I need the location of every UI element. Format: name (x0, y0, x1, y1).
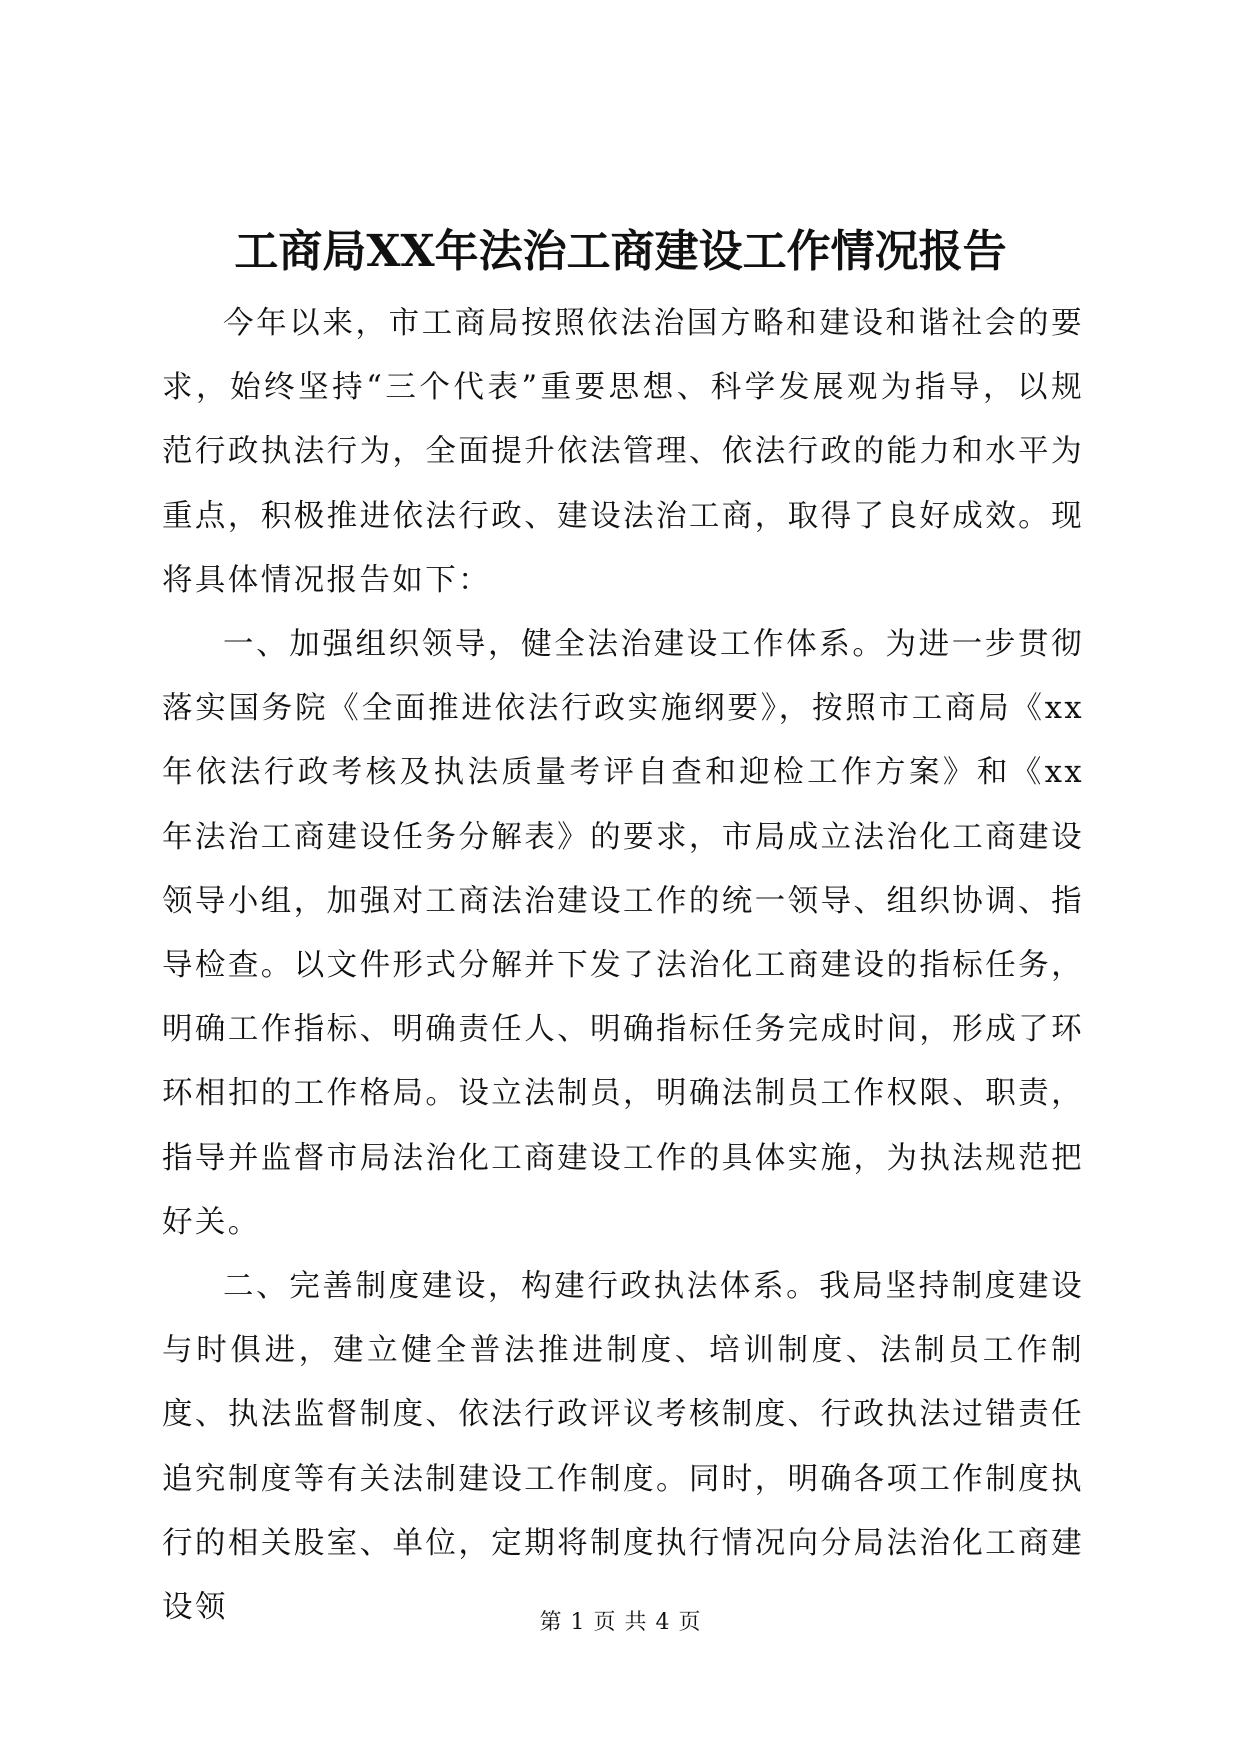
page-number-footer: 第 1 页 共 4 页 (539, 1610, 702, 1635)
document-title: 工商局XX年法治工商建设工作情况报告 (234, 226, 1007, 277)
paragraph-section-2: 二、完善制度建设，构建行政执法体系。我局坚持制度建设与时俱进，建立健全普法推进制度、培训制度、法制员工作制度、执法监督制度、依法行政评议考核制度、行政执法过错责任追究制度等有关法制建设工作制度。同时，明确各项工作制度执行的相关股室、单位，定期将制度执行情况向分局法治化工商建设领 (162, 1269, 1084, 1626)
paragraph-section-1: 一、加强组织领导，健全法治建设工作体系。为进一步贯彻落实国务院《全面推进依法行政实施纲要》，按照市工商局《xx年依法行政考核及执法质量考评自查和迎检工作方案》和《xx年法治工商建设任务分解表》的要求，市局成立法治化工商建设领导小组，加强对工商法治建设工作的统一领导、组织协调、指导检查。以文件形式分解并下发了法治化工商建设的指标任务，明确工作指标、明确责任人、明确指标任务完成时间，形成了环环相扣的工作格局。设立法制员，明确法制员工作权限、职责，指导并监督市局法治化工商建设工作的具体实施，为执法规范把好关。 (162, 627, 1084, 1240)
paragraph-intro: 今年以来，市工商局按照依法治国方略和建设和谐社会的要求，始终坚持“三个代表”重要思想、科学发展观为指导，以规范行政执法行为，全面提升依法管理、依法行政的能力和水平为重点，积极推进依法行政、建设法治工商，取得了良好成效。现将具体情况报告如下： (162, 306, 1084, 598)
document-body (162, 292, 1084, 1640)
